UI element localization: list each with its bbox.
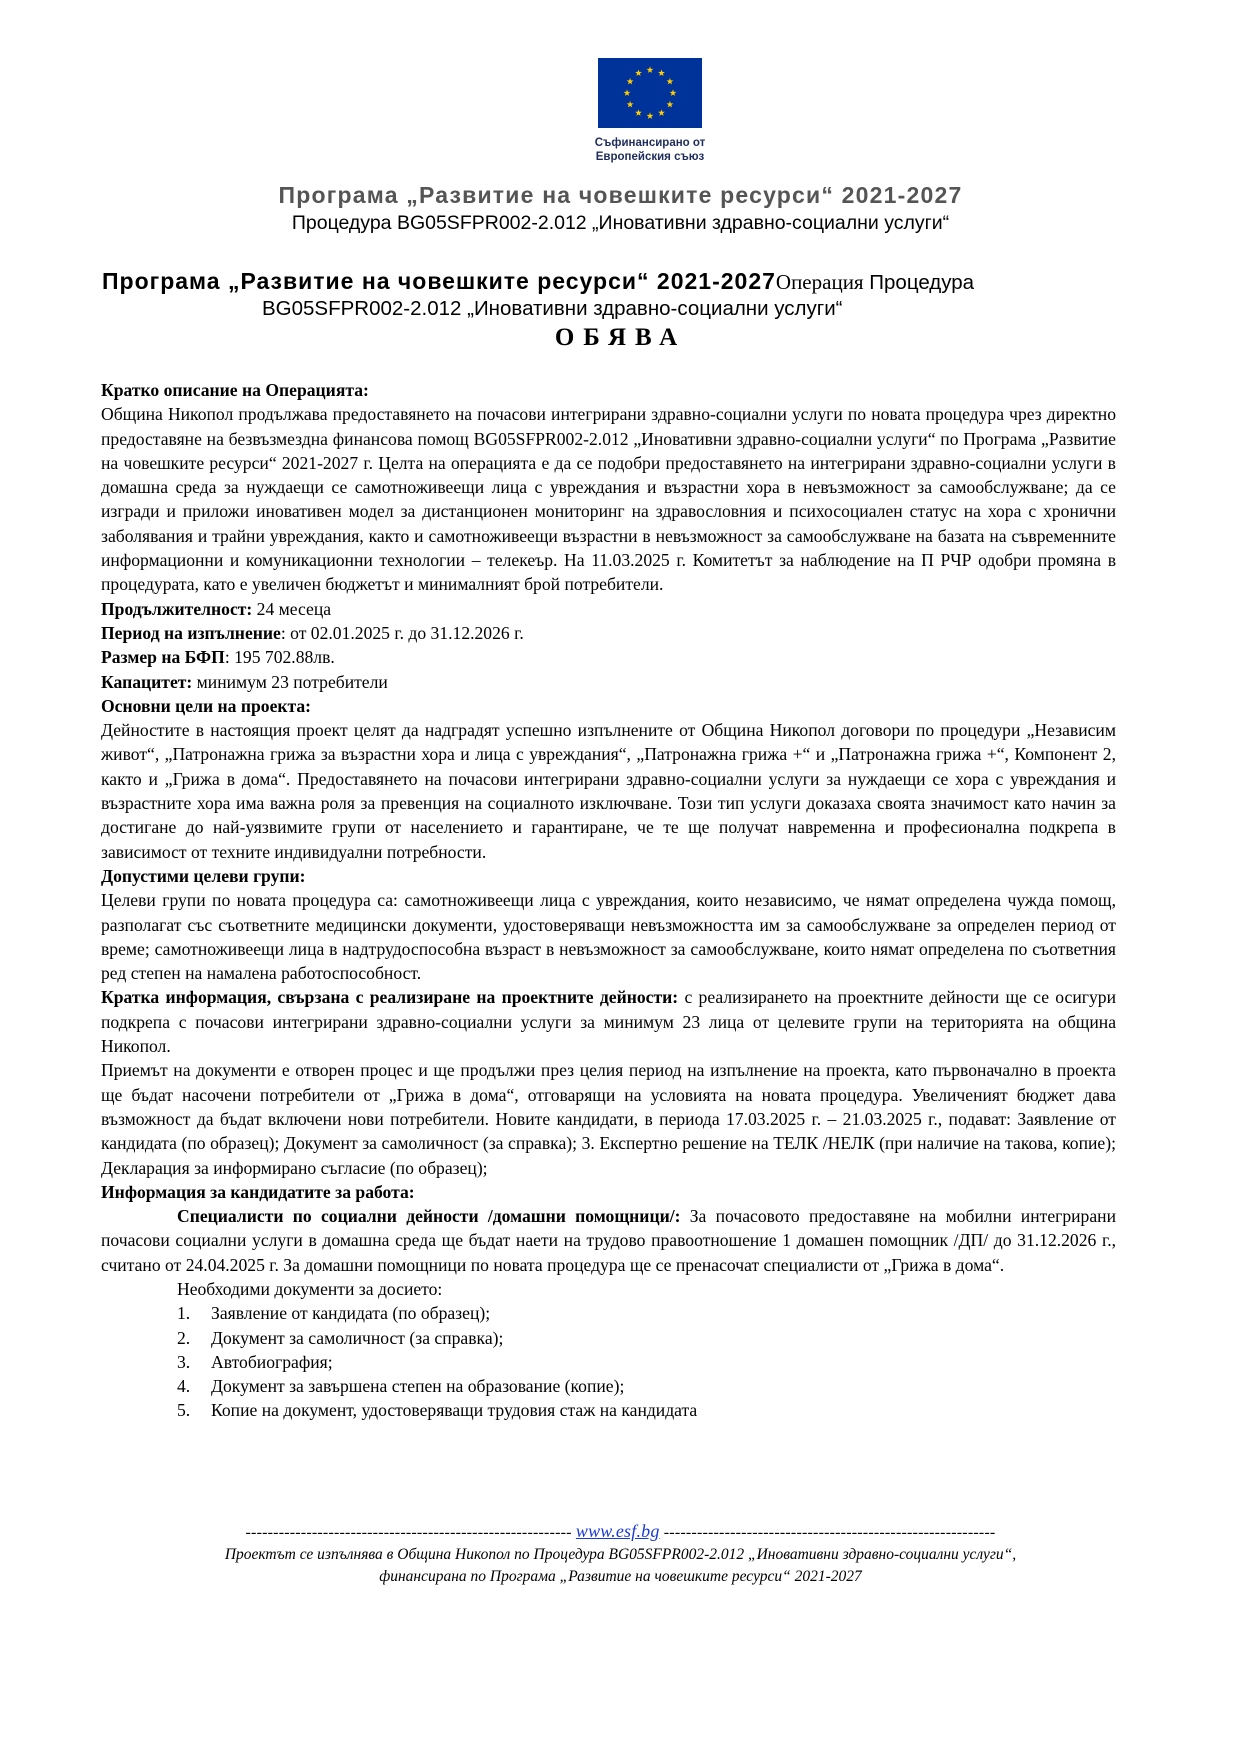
esf-link[interactable]: www.esf.bg [575, 1521, 660, 1541]
footer [0, 1520, 1241, 1588]
program-title: Програма „Развитие на човешките ресурси“ 2021-2027 [278, 182, 963, 208]
eu-flag-icon [598, 58, 702, 128]
docs-intro: Необходими документи за досието: [177, 1278, 443, 1299]
list-item: 5. Копие на документ, удостоверяващи трудовия стаж на кандидата [177, 1400, 698, 1421]
grant-line: Размер на БФП: 195 702.88лв. [101, 647, 335, 668]
capacity-line: Капацитет: минимум 23 потребители [101, 671, 388, 692]
footer-line-2: финансирана по Програма „Развитие на човешките ресурси“ 2021-2027 [379, 1568, 862, 1585]
short-desc-heading: Кратко описание на Операцията: [101, 380, 369, 400]
short-desc-paragraph: Община Никопол продължава предоставянето на почасови интегрирани здравно-социални услуги по новата процедура чрез директно предоставяне на безвъзмездна финансова помощ BG05SFPR002-2.012 „Иновативни здравно-социални услуги“ по Програма „Развитие на човешките ресурси“ 2021-2027 г. Целта на операцията е да се подобри предоставянето на интегрирани здравно-социални услуги в домашна среда за нуждаещи се самотноживеещи лица с увреждания и възрастни хора в невъзможност за самообслужване; да се изгради и приложи иновативен модел за дистанционен мониторинг на здравословния и психосоциален статус на хора с хронични заболявания и трайни увреждания, както и самотноживеещи възрастни в невъзможност за самообслужване на базата на съвременните информационни и комуникационни технологии – телекеър. На 11.03.2025 г. Комитетът за наблюдение на П РЧР одобри промяна в процедурата, като е увеличен бюджетът и минималният брой потребители. [101, 404, 1116, 595]
groups-paragraph: Целеви групи по новата процедура са: самотноживеещи лица с увреждания, които независимо, че нямат определена чужда помощ, разполагат със съответните медицински документи, удостоверяващи невъзможността им за самообслужване за определен период от време; самотноживеещи лица в надтрудоспособна възраст в невъзможност за самообслужване, които нямат определена по съответния ред степен на намалена работоспособност. [101, 890, 1116, 984]
operation-word: Операция [775, 270, 864, 294]
program-title-repeat-text: Програма „Развитие на човешките ресурси“ 2021-2027 [102, 268, 776, 294]
goals-paragraph: Дейностите в настоящия проект целят да надградят успешно изпълнените от Община Никопол договори по процедури „Независим живот“, „Патронажна грижа за възрастни хора и лица с увреждания“, „Патронажна грижа +“ и „Патронажна грижа +“, Компонент 2, както и „Грижа в дома“. Предоставянето на почасови интегрирани здравно-социални услуги за нуждаещи се хора с увреждания и възрастните хора има важна роля за превенция на социалното изключване. Този тип услуги доказаха своята значимост като начин за достигане до най-уязвимите групи от населението и гарантиране, че те ще получат навременна и професионална подкрепа в зависимост от техните индивидуални потребности. [101, 720, 1116, 862]
announcement-title: ОБЯВА [554, 324, 687, 351]
list-item: 2. Документ за самоличност (за справка); [177, 1327, 504, 1348]
goals-heading: Основни цели на проекта: [101, 695, 312, 716]
period-line: Период на изпълнение: от 02.01.2025 г. до 31.12.2026 г. [101, 622, 524, 643]
list-item: 4. Документ за завършена степен на образование (копие); [177, 1376, 625, 1397]
announcement-body [101, 378, 1116, 1423]
procedure-word: Процедура [863, 271, 975, 294]
procedure-line: Процедура BG05SFPR002-2.012 „Иновативни здравно-социални услуги“ [291, 212, 950, 234]
intake-paragraph: Приемът на документи е отворен процес и ще продължи през целия период на изпълнение на проекта, като първоначално в проекта ще бъдат насочени потребители от „Грижа в дома“, отговарящи на условията на новата процедура. Увеличеният бюджет дава възможност да бъдат включени нови потребители. Новите кандидати, в периода 17.03.2025 г. – 21.03.2025 г., подават: Заявление от кандидата (по образец); Документ за самоличност (за справка); 3. Експертно решение на ТЕЛК /НЕЛК (при наличие на такова, копие); Декларация за информирано съгласие (по образец); [101, 1060, 1116, 1178]
footer-line-1: Проектът се изпълнява в Община Никопол по Процедура BG05SFPR002-2.012 „Иновативни здравно-социални услуги“, [224, 1546, 1017, 1563]
duration-line: Продължителност: 24 месеца [101, 598, 332, 619]
list-item: 1. Заявление от кандидата (по образец); [177, 1303, 491, 1324]
candidates-heading: Информация за кандидатите за работа: [101, 1181, 415, 1202]
program-title-repeat [102, 268, 1142, 295]
groups-heading: Допустими целеви групи: [101, 865, 306, 886]
specialists-paragraph: Специалисти по социални дейности /домашни помощници/: За почасовото предоставяне на мобилни интегрирани почасови социални услуги в домашна среда ще бъдат наети на трудово правоотношение 1 домашен помощник /ДП/ до 31.12.2026 г., считано от 24.04.2025 г. За домашни помощници по новата процедура ще се пренасочат специалисти от „Грижа в дома“. [101, 1206, 1116, 1275]
list-item: 3. Автобиография; [177, 1351, 333, 1372]
cofinanced-text: Съфинансирано от Европейския съюз [594, 137, 706, 163]
eu-logo [560, 58, 740, 164]
docs-list [101, 1301, 1116, 1422]
procedure-line-repeat: BG05SFPR002-2.012 „Иновативни здравно-социални услуги“ [262, 297, 843, 320]
info-paragraph: Кратка информация, свързана с реализиране на проектните дейности: с реализирането на проектните дейности ще се осигури подкрепа с почасови интегрирани здравно-социални услуги за минимум 23 лица от целевите групи на територията на община Никопол. [101, 987, 1116, 1057]
footer-link-line: ----------------------------------------------------------- www.esf.bg ------------------------------------------------------------ [245, 1521, 996, 1541]
